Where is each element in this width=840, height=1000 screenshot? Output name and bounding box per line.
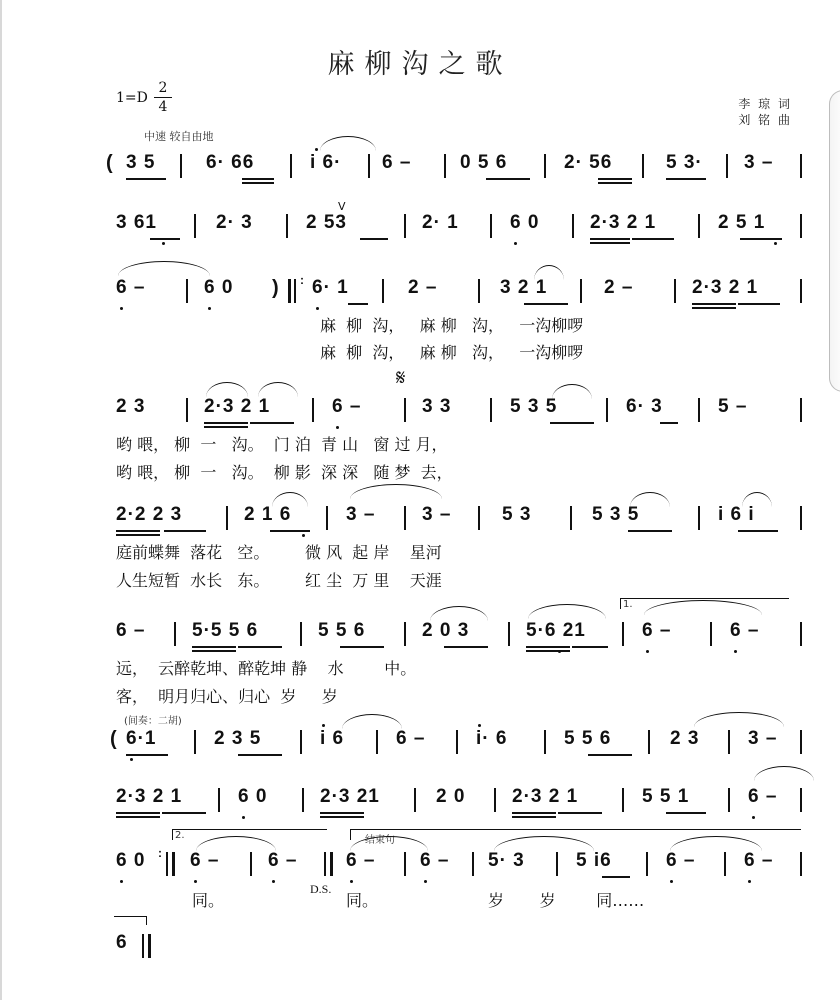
measure: 2·3 2 1 <box>512 786 579 807</box>
lyric-line: 哟 喂， 柳 一 沟。 柳 影 深 深 随 梦 去， <box>116 463 453 482</box>
score-row-10 <box>114 932 804 958</box>
measure: 5·5 5 6 <box>192 620 259 641</box>
score-row-9: 6 0 : 6 – 6 – 6 – 6 – 5· 3 5 i6 6 – 6 – <box>114 850 804 876</box>
measure: 5· 3 <box>488 850 525 871</box>
measure: 6 – <box>744 850 774 871</box>
page-curl[interactable] <box>829 90 840 392</box>
lyric-line: 同。 <box>192 891 225 910</box>
lyric-line: 麻 柳 沟， 麻 柳 沟， 一沟柳啰 <box>320 316 584 335</box>
measure: 5 5 6 <box>318 620 366 641</box>
measure: 2 0 <box>436 786 466 807</box>
measure: 6 <box>116 932 128 953</box>
key-signature: 1=D <box>116 90 148 106</box>
measure: 6 – <box>116 277 146 298</box>
lyricist: 李 琼 词 <box>738 97 792 111</box>
measure: 2·2 2 3 <box>116 504 183 525</box>
credits <box>738 96 792 128</box>
measure: 5 5 1 <box>642 786 690 807</box>
measure: 5 3· <box>666 152 703 173</box>
measure: 6· 3 <box>626 396 663 417</box>
measure: i 6 i <box>718 504 755 525</box>
measure: 6 – <box>396 728 426 749</box>
measure: i· 6 <box>476 728 508 749</box>
lyric-line: 同。 <box>346 891 379 910</box>
meter-bottom: 4 <box>158 99 168 115</box>
measure: 0 5 6 <box>460 152 508 173</box>
interlude-label: (间奏：二胡) <box>124 716 182 727</box>
score-row-4 <box>114 396 804 422</box>
measure: 2 53 <box>306 212 347 233</box>
coda-bracket: 结束句 <box>350 829 801 840</box>
measure: 3 3 <box>422 396 452 417</box>
measure: 5 3 <box>502 504 532 525</box>
measure: 2 0 3 <box>422 620 470 641</box>
measure: 3 – <box>422 504 452 525</box>
score-row-7: ( 6·1 2 3 5 i 6 6 – i· 6 5 5 6 2 3 3 – <box>114 728 804 754</box>
volta-2: 2. <box>172 829 327 840</box>
measure: 2 3 <box>116 396 146 417</box>
measure: 5 3 5 <box>510 396 558 417</box>
measure: 6· 1 <box>312 277 349 298</box>
measure: 6 – <box>730 620 760 641</box>
measure: 2 – <box>408 277 438 298</box>
measure: 6 – <box>382 152 412 173</box>
measure: 2·3 21 <box>320 786 380 807</box>
measure: 2· 1 <box>422 212 459 233</box>
measure: 5·6 21 <box>526 620 586 641</box>
measure: 5 5 6 <box>564 728 612 749</box>
measure: 6 – <box>268 850 298 871</box>
measure: 2 5 1 <box>718 212 766 233</box>
measure: 6 – <box>420 850 450 871</box>
score-row-1 <box>106 152 804 178</box>
measure: 2·3 2 1 <box>116 786 183 807</box>
measure: 6 – <box>666 850 696 871</box>
measure: 3 – <box>346 504 376 525</box>
lyric-line: 麻 柳 沟， 麻 柳 沟， 一沟柳啰 <box>320 343 584 362</box>
composer: 刘 铭 曲 <box>738 113 792 127</box>
score-row-5 <box>114 504 804 530</box>
meter-top: 2 <box>158 80 168 96</box>
measure: 6 0 <box>204 277 234 298</box>
measure: 6 – <box>332 396 362 417</box>
measure: 6 0 <box>510 212 540 233</box>
measure: 5 3 5 <box>592 504 640 525</box>
measure: 6 – <box>642 620 672 641</box>
volta-1: 1. <box>620 598 789 609</box>
lyric-line: 哟 喂， 柳 一 沟。 门 泊 青 山 窗 过 月， <box>116 435 448 454</box>
lyric-line: 人生短暂 水长 东。 红 尘 万 里 天涯 <box>116 571 442 590</box>
measure: 2 3 <box>670 728 700 749</box>
measure: 2 1 6 <box>244 504 292 525</box>
lyric-line: 客， 明月归心、归心 岁 岁 <box>116 687 338 706</box>
score-row-8 <box>114 786 804 812</box>
measure: 6·1 <box>126 728 157 749</box>
measure: 3 2 1 <box>500 277 548 298</box>
measure: 3 – <box>748 728 778 749</box>
measure: 2·3 2 1 <box>692 277 759 298</box>
breath-mark: V <box>338 200 346 213</box>
ds-marking: D.S. <box>310 882 332 896</box>
measure: 6 – <box>346 850 376 871</box>
open-paren: ( <box>106 152 113 174</box>
measure: 3 61 <box>116 212 157 233</box>
measure: 6· 66 <box>206 152 255 173</box>
measure: 6 – <box>190 850 220 871</box>
measure: 2 – <box>604 277 634 298</box>
lyric-line: 庭前蝶舞 落花 空。 微 风 起 岸 星河 <box>116 543 442 562</box>
measure: 2· 56 <box>564 152 613 173</box>
measure: 6 0 <box>238 786 268 807</box>
lyric-line: 远， 云醉乾坤、醉乾坤 静 水 中。 <box>116 659 417 678</box>
segno-sign: 𝄋 <box>396 366 406 391</box>
measure: i 6 <box>320 728 345 749</box>
measure: 6 – <box>116 620 146 641</box>
measure: 2 3 5 <box>214 728 262 749</box>
tempo-marking: 中速 较自由地 <box>144 130 214 143</box>
page-left-edge <box>0 0 2 1000</box>
score-row-6 <box>114 620 804 646</box>
song-title: 麻柳沟之歌 <box>327 49 513 80</box>
measure: 3 – <box>744 152 774 173</box>
time-signature <box>154 80 172 115</box>
measure: 3 5 <box>126 152 156 173</box>
measure: 2· 3 <box>216 212 253 233</box>
score-row-2 <box>114 200 804 238</box>
score-row-3: 6 – 6 0 ) : 6· 1 2 – 3 2 1 2 – 2·3 2 1 <box>114 277 804 303</box>
measure: 6 – <box>748 786 778 807</box>
measure: 5 i6 <box>576 850 612 871</box>
measure: 5 – <box>718 396 748 417</box>
lyric-line: 岁 岁 同…… <box>488 891 645 910</box>
measure: 2·3 2 1 <box>204 396 271 417</box>
measure: 6 0 <box>116 850 146 871</box>
measure: i 6· <box>310 152 342 173</box>
measure: 2·3 2 1 <box>590 212 657 233</box>
